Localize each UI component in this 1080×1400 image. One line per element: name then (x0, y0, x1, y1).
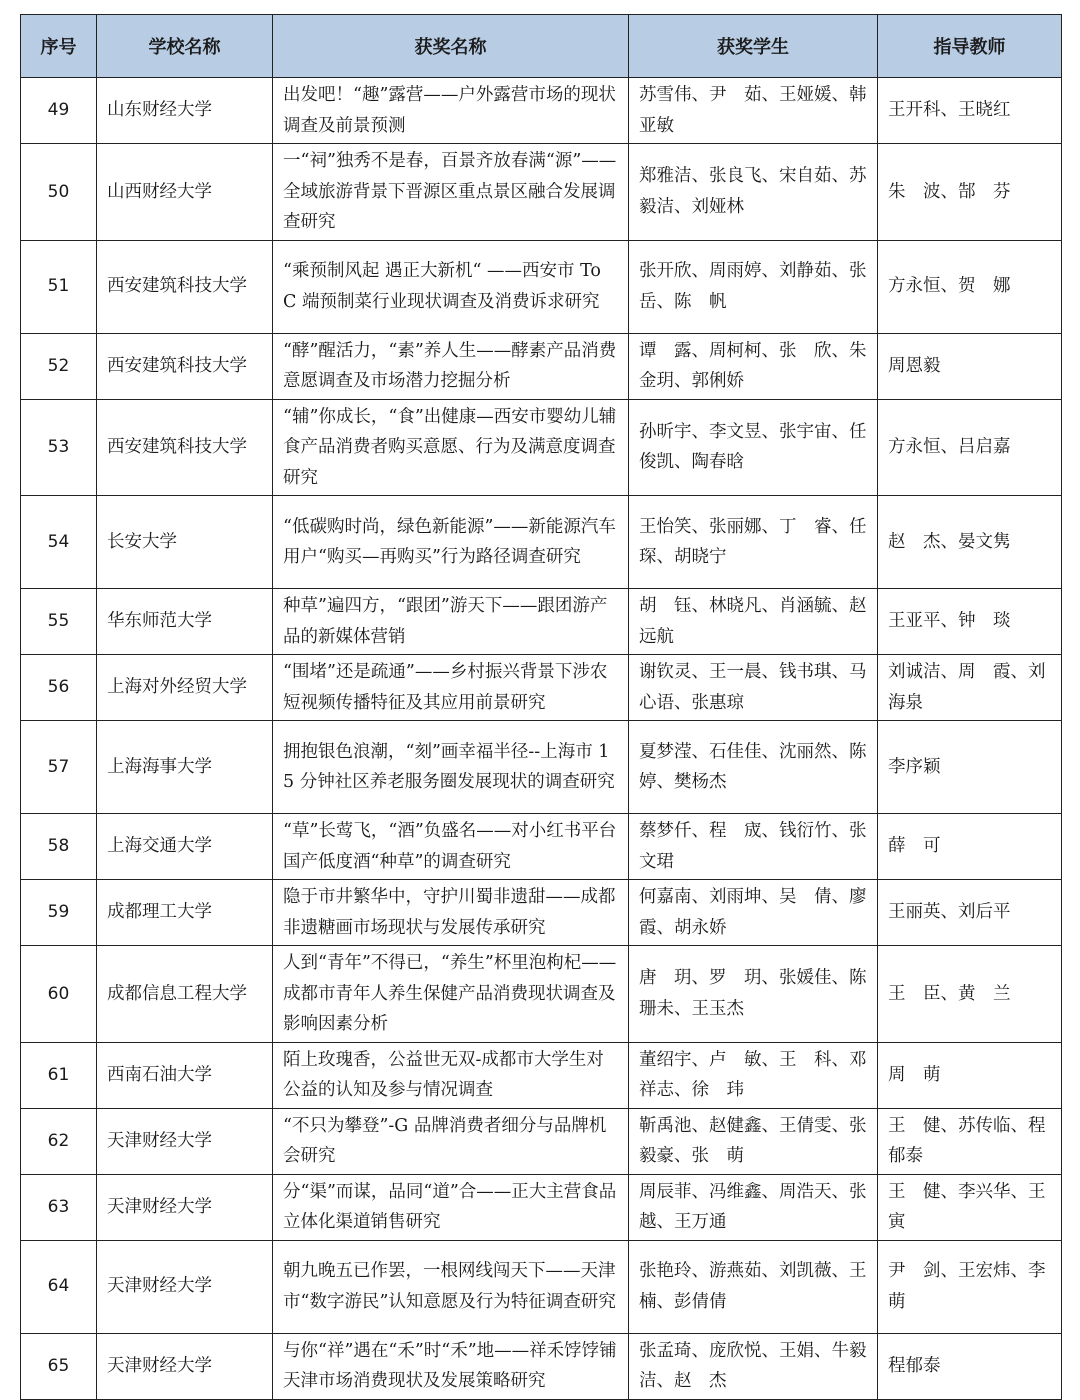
table-row (21, 1174, 1062, 1240)
students: 张孟琦、庞欣悦、王娟、牛毅洁、赵 杰 (629, 1333, 878, 1399)
teachers: 周 萌 (878, 1042, 1062, 1108)
award-title: 分“渠”而谋，品同“道”合——正大主营食品立体化渠道销售研究 (273, 1174, 629, 1240)
row-number: 62 (21, 1108, 97, 1174)
teachers: 赵 杰、晏文隽 (878, 496, 1062, 589)
row-number: 52 (21, 333, 97, 399)
row-number: 53 (21, 399, 97, 496)
header-row (21, 15, 1062, 78)
students: 蔡梦仟、程 宬、钱衍竹、张文珺 (629, 814, 878, 880)
row-number: 54 (21, 496, 97, 589)
students: 郑雅洁、张良飞、宋自茹、苏毅洁、刘娅林 (629, 144, 878, 241)
award-title: “不只为攀登”-G 品牌消费者细分与品牌机会研究 (273, 1108, 629, 1174)
award-title: “草”长莺飞，“酒”负盛名——对小红书平台国产低度酒“种草”的调查研究 (273, 814, 629, 880)
row-number: 55 (21, 589, 97, 655)
row-number: 65 (21, 1333, 97, 1399)
teachers: 程郁泰 (878, 1333, 1062, 1399)
table-row (21, 399, 1062, 496)
table-row (21, 655, 1062, 721)
school-name: 山东财经大学 (97, 78, 273, 144)
table-row (21, 496, 1062, 589)
table-row (21, 880, 1062, 946)
table-row (21, 1240, 1062, 1333)
students: 孙昕宇、李文昱、张宇宙、任俊凯、陶春晗 (629, 399, 878, 496)
row-number: 57 (21, 721, 97, 814)
teachers: 周恩毅 (878, 333, 1062, 399)
table-row (21, 333, 1062, 399)
teachers: 尹 剑、王宏炜、李 萌 (878, 1240, 1062, 1333)
row-number: 64 (21, 1240, 97, 1333)
award-list-sheet (20, 14, 1061, 1400)
students: 夏梦滢、石佳佳、沈丽然、陈 婷、樊杨杰 (629, 721, 878, 814)
table-row (21, 1042, 1062, 1108)
school-name: 上海交通大学 (97, 814, 273, 880)
school-name: 长安大学 (97, 496, 273, 589)
header-school: 学校名称 (97, 15, 273, 78)
row-number: 56 (21, 655, 97, 721)
students: 唐 玥、罗 玥、张媛佳、陈珊未、王玉杰 (629, 946, 878, 1043)
teachers: 王开科、王晓红 (878, 78, 1062, 144)
header-teachers: 指导教师 (878, 15, 1062, 78)
award-title: “辅”你成长，“食”出健康—西安市婴幼儿辅食产品消费者购买意愿、行为及满意度调查研究 (273, 399, 629, 496)
school-name: 西安建筑科技大学 (97, 333, 273, 399)
row-number: 50 (21, 144, 97, 241)
teachers: 王 臣、黄 兰 (878, 946, 1062, 1043)
row-number: 58 (21, 814, 97, 880)
students: 苏雪伟、尹 茹、王娅媛、韩亚敏 (629, 78, 878, 144)
row-number: 63 (21, 1174, 97, 1240)
students: 张艳玲、游燕茹、刘凯薇、王 楠、彭倩倩 (629, 1240, 878, 1333)
header-award-title: 获奖名称 (273, 15, 629, 78)
teachers: 薛 可 (878, 814, 1062, 880)
row-number: 61 (21, 1042, 97, 1108)
row-number: 60 (21, 946, 97, 1043)
award-title: “低碳购时尚，绿色新能源”——新能源汽车用户“购买—再购买”行为路径调查研究 (273, 496, 629, 589)
students: 胡 钰、林晓凡、肖涵毓、赵远航 (629, 589, 878, 655)
award-title: 出发吧！“趣”露营——户外露营市场的现状调查及前景预测 (273, 78, 629, 144)
award-title: 人到“青年”不得已，“养生”杯里泡枸杞——成都市青年人养生保健产品消费现状调查及影响因素分析 (273, 946, 629, 1043)
school-name: 山西财经大学 (97, 144, 273, 241)
award-title: 种草”遍四方，“跟团”游天下——跟团游产品的新媒体营销 (273, 589, 629, 655)
teachers: 王丽英、刘后平 (878, 880, 1062, 946)
school-name: 上海对外经贸大学 (97, 655, 273, 721)
table-row (21, 1333, 1062, 1399)
school-name: 西安建筑科技大学 (97, 399, 273, 496)
award-title: 陌上玫瑰香，公益世无双-成都市大学生对公益的认知及参与情况调查 (273, 1042, 629, 1108)
school-name: 天津财经大学 (97, 1240, 273, 1333)
students: 何嘉南、刘雨坤、吴 倩、廖 霞、胡永娇 (629, 880, 878, 946)
school-name: 天津财经大学 (97, 1333, 273, 1399)
teachers: 王 健、李兴华、王 寅 (878, 1174, 1062, 1240)
teachers: 王 健、苏传临、程郁泰 (878, 1108, 1062, 1174)
teachers: 王亚平、钟 琰 (878, 589, 1062, 655)
teachers: 方永恒、吕启嘉 (878, 399, 1062, 496)
award-title: “围堵”还是疏通”——乡村振兴背景下涉农短视频传播特征及其应用前景研究 (273, 655, 629, 721)
table-row (21, 721, 1062, 814)
teachers: 刘诚洁、周 霞、刘海泉 (878, 655, 1062, 721)
school-name: 成都信息工程大学 (97, 946, 273, 1043)
row-number: 51 (21, 240, 97, 333)
school-name: 天津财经大学 (97, 1108, 273, 1174)
table-row (21, 240, 1062, 333)
school-name: 天津财经大学 (97, 1174, 273, 1240)
school-name: 华东师范大学 (97, 589, 273, 655)
award-title: “酵”醒活力，“素”养人生——酵素产品消费意愿调查及市场潜力挖掘分析 (273, 333, 629, 399)
students: 靳禹池、赵健鑫、王倩雯、张毅豪、张 萌 (629, 1108, 878, 1174)
students: 张开欣、周雨婷、刘静茹、张 岳、陈 帆 (629, 240, 878, 333)
teachers: 方永恒、贺 娜 (878, 240, 1062, 333)
award-title: 朝九晚五已作罢，一根网线闯天下——天津市“数字游民”认知意愿及行为特征调查研究 (273, 1240, 629, 1333)
students: 谭 露、周柯柯、张 欣、朱金玥、郭俐娇 (629, 333, 878, 399)
award-title: “乘预制风起 遇正大新机“ ——西安市 To C 端预制菜行业现状调查及消费诉求研究 (273, 240, 629, 333)
award-title: 与你“祥”遇在“禾”时“禾”地——祥禾饽饽铺天津市场消费现状及发展策略研究 (273, 1333, 629, 1399)
table-row (21, 814, 1062, 880)
header-no: 序号 (21, 15, 97, 78)
table-row (21, 946, 1062, 1043)
award-table (20, 14, 1062, 1400)
award-title: 拥抱银色浪潮，“刻”画幸福半径--上海市 15 分钟社区养老服务圈发展现状的调查研究 (273, 721, 629, 814)
table-row (21, 1108, 1062, 1174)
table-row (21, 78, 1062, 144)
award-title: 一“祠”独秀不是春，百景齐放春满“源”——全域旅游背景下晋源区重点景区融合发展调查研究 (273, 144, 629, 241)
school-name: 成都理工大学 (97, 880, 273, 946)
school-name: 西南石油大学 (97, 1042, 273, 1108)
students: 董绍宇、卢 敏、王 科、邓祥志、徐 玮 (629, 1042, 878, 1108)
header-students: 获奖学生 (629, 15, 878, 78)
row-number: 59 (21, 880, 97, 946)
students: 谢钦灵、王一晨、钱书琪、马心语、张惠琼 (629, 655, 878, 721)
students: 王怡笑、张丽娜、丁 睿、任 琛、胡晓宁 (629, 496, 878, 589)
table-row (21, 144, 1062, 241)
teachers: 朱 波、郜 芬 (878, 144, 1062, 241)
teachers: 李序颖 (878, 721, 1062, 814)
school-name: 西安建筑科技大学 (97, 240, 273, 333)
award-title: 隐于市井繁华中，守护川蜀非遗甜——成都非遗糖画市场现状与发展传承研究 (273, 880, 629, 946)
school-name: 上海海事大学 (97, 721, 273, 814)
row-number: 49 (21, 78, 97, 144)
table-row (21, 589, 1062, 655)
students: 周辰菲、冯维鑫、周浩天、张 越、王万通 (629, 1174, 878, 1240)
